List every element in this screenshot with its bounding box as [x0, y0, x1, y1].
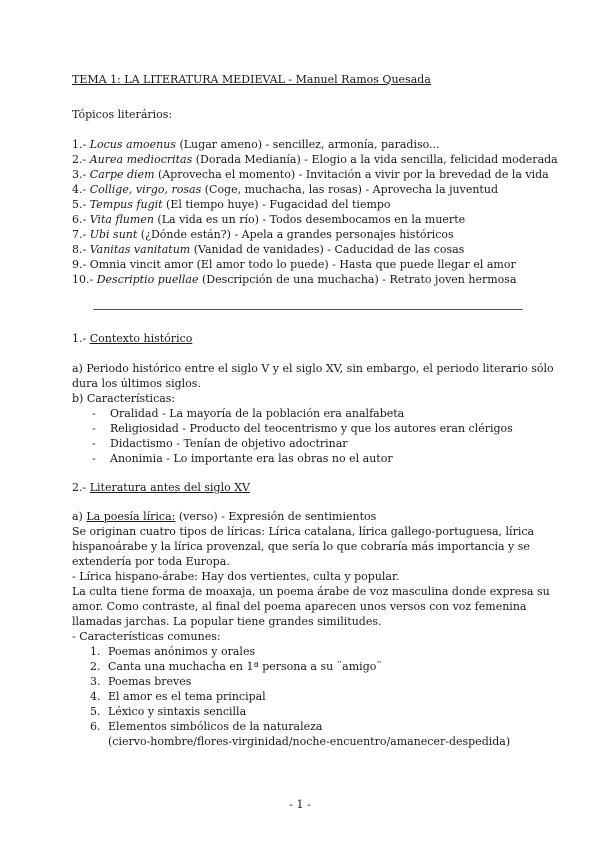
- list-item: 4.- Collige, virgo, rosas (Coge, muchacha, las rosas) - Aprovecha la juventud: [72, 183, 498, 196]
- list-item: 10.- Descriptio puellae (Descripción de una muchacha) - Retrato joven hermosa: [72, 273, 517, 286]
- list-item: Léxico y sintaxis sencilla: [108, 705, 247, 718]
- list-item: 7.- Ubi sunt (¿Dónde están?) - Apela a grandes personajes históricos: [72, 228, 454, 241]
- horizontal-divider: [93, 309, 523, 310]
- list-item-continuation: (ciervo-hombre/flores-virginidad/noche-encuentro/amanecer-despedida): [108, 735, 511, 748]
- list-item: 3.- Carpe diem (Aprovecha el momento) - Invitación a vivir por la brevedad de la vida: [72, 168, 549, 181]
- list-item: Religiosidad - Producto del teocentrismo y que los autores eran clérigos: [110, 422, 513, 435]
- paragraph-line: Se originan cuatro tipos de líricas: Lírica catalana, lírica gallego-portuguesa, lírica: [72, 525, 535, 538]
- paragraph-line: extendería por toda Europa.: [72, 555, 230, 568]
- list-number: 5.: [90, 705, 101, 718]
- list-item: Anonimia - Lo importante era las obras no el autor: [110, 452, 393, 465]
- section-heading-literatura: 2.- Literatura antes del siglo XV: [72, 481, 251, 494]
- list-item: Elementos simbólicos de la naturaleza: [108, 720, 323, 733]
- subsection-heading-poesia: a) La poesía lírica: (verso) - Expresión de sentimientos: [72, 510, 377, 523]
- bullet-mark: -: [92, 437, 96, 450]
- list-item: Oralidad - La mayoría de la población era analfabeta: [110, 407, 405, 420]
- list-item: 2.- Aurea mediocritas (Dorada Medianía) - Elogio a la vida sencilla, felicidad moderada: [72, 153, 558, 166]
- bullet-mark: -: [92, 452, 96, 465]
- page-number: - 1 -: [289, 798, 311, 811]
- document-title: TEMA 1: LA LITERATURA MEDIEVAL - Manuel Ramos Quesada: [72, 73, 431, 86]
- bullet-mark: -: [92, 422, 96, 435]
- paragraph-line: - Características comunes:: [72, 630, 221, 643]
- list-item: 8.- Vanitas vanitatum (Vanidad de vanidades) - Caducidad de las cosas: [72, 243, 465, 256]
- topicos-heading: Tópicos literários:: [72, 108, 173, 121]
- list-number: 6.: [90, 720, 101, 733]
- bullet-mark: -: [92, 407, 96, 420]
- list-item: Didactismo - Tenían de objetivo adoctrinar: [110, 437, 348, 450]
- list-item: Poemas anónimos y orales: [108, 645, 256, 658]
- paragraph-line: - Lírica hispano-árabe: Hay dos vertientes, culta y popular.: [72, 570, 400, 583]
- paragraph-line: llamadas jarchas. La popular tiene grandes similitudes.: [72, 615, 382, 628]
- list-item: 1.- Locus amoenus (Lugar ameno) - sencillez, armonía, paradiso...: [72, 138, 440, 151]
- list-number: 1.: [90, 645, 101, 658]
- paragraph-line: hispanoárabe y la lírica provenzal, que sería lo que cobraría más importancia y se: [72, 540, 530, 553]
- list-item: Poemas breves: [108, 675, 192, 688]
- list-number: 3.: [90, 675, 101, 688]
- paragraph-line: La culta tiene forma de moaxaja, un poema árabe de voz masculina donde expresa su: [72, 585, 550, 598]
- list-item: 5.- Tempus fugit (El tiempo huye) - Fugacidad del tiempo: [72, 198, 391, 211]
- paragraph-line: b) Características:: [72, 392, 176, 405]
- paragraph-line: dura los últimos siglos.: [72, 377, 201, 390]
- list-item: El amor es el tema principal: [108, 690, 266, 703]
- paragraph-line: a) Periodo histórico entre el siglo V y el siglo XV, sin embargo, el periodo literario sólo: [72, 362, 554, 375]
- list-item: 9.- Omnia vincit amor (El amor todo lo puede) - Hasta que puede llegar el amor: [72, 258, 516, 271]
- section-heading-contexto: 1.- Contexto histórico: [72, 332, 193, 345]
- list-number: 4.: [90, 690, 101, 703]
- list-item: Canta una muchacha en 1ª persona a su ¨amigo¨: [108, 660, 382, 673]
- list-item: 6.- Vita flumen (La vida es un río) - Todos desembocamos en la muerte: [72, 213, 466, 226]
- paragraph-line: amor. Como contraste, al final del poema aparecen unos versos con voz femenina: [72, 600, 527, 613]
- list-number: 2.: [90, 660, 101, 673]
